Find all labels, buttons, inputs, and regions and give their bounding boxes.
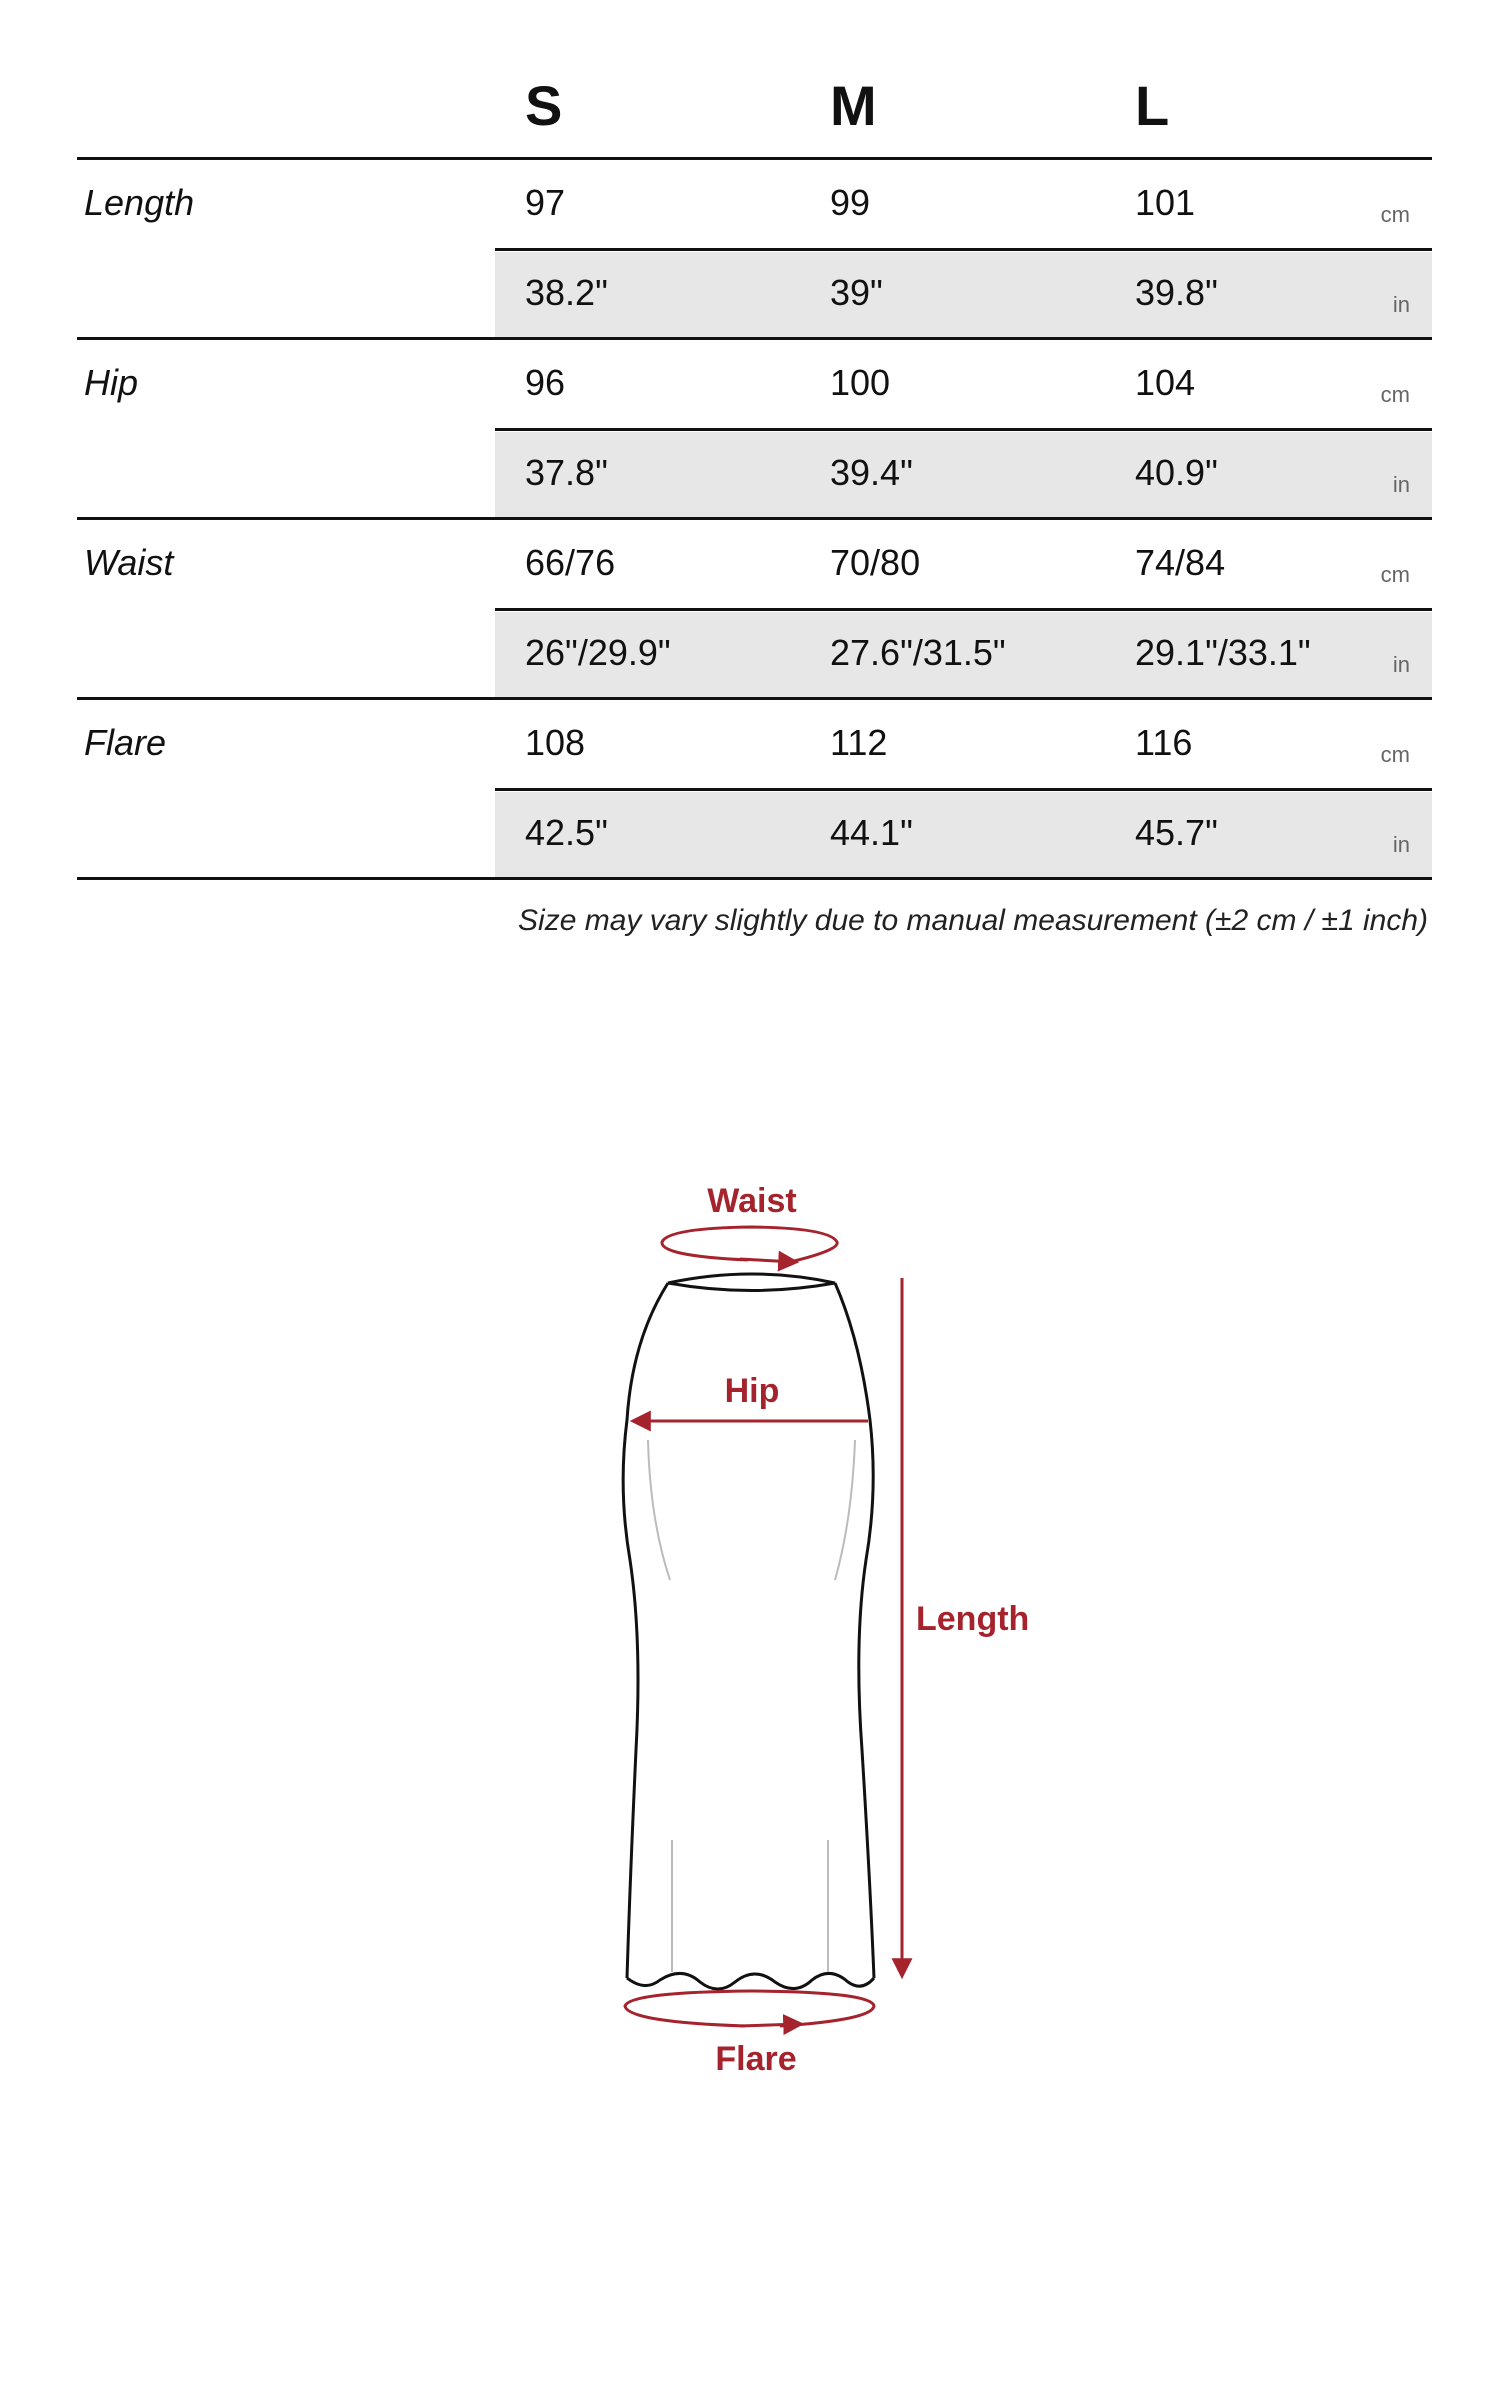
cell-hip-s-cm: 96 — [525, 362, 566, 403]
size-header-l: L — [1135, 74, 1170, 137]
cell-waist-l-in: 29.1"/33.1" — [1135, 632, 1311, 673]
waist-label: Waist — [707, 1182, 797, 1220]
length-label: Length — [916, 1600, 1030, 1638]
inch-row-shade — [495, 252, 1432, 339]
cell-hip-l-cm: 104 — [1135, 362, 1196, 403]
cell-flare-m-cm: 112 — [830, 722, 888, 763]
divider — [77, 337, 1432, 340]
cell-waist-s-in: 26"/29.9" — [525, 632, 671, 673]
flare-label: Flare — [715, 2040, 797, 2078]
divider — [495, 428, 1432, 431]
row-label-hip: Hip — [84, 362, 139, 403]
cell-flare-s-cm: 108 — [525, 722, 586, 763]
divider — [495, 608, 1432, 611]
cell-hip-s-in: 37.8" — [525, 452, 608, 493]
divider — [77, 517, 1432, 520]
cell-waist-m-cm: 70/80 — [830, 542, 921, 583]
cell-length-m-in: 39" — [830, 272, 883, 313]
divider — [495, 248, 1432, 251]
cell-length-s-cm: 97 — [525, 182, 566, 223]
cell-flare-s-in: 42.5" — [525, 812, 608, 853]
measurement-note: Size may vary slightly due to manual measurement (±2 cm / ±1 inch) — [518, 904, 1428, 937]
cell-hip-l-in: 40.9" — [1135, 452, 1218, 493]
cell-waist-m-in: 27.6"/31.5" — [830, 632, 1006, 673]
cell-waist-l-cm: 74/84 — [1135, 542, 1226, 583]
cell-waist-s-cm: 66/76 — [525, 542, 616, 583]
size-chart-table — [0, 0, 1500, 960]
row-label-waist: Waist — [84, 542, 174, 583]
unit-in: in — [1392, 652, 1410, 677]
skirt-measurement-diagram — [0, 1150, 1500, 2100]
cell-flare-l-in: 45.7" — [1135, 812, 1218, 853]
size-header-s: S — [525, 74, 563, 137]
unit-cm: cm — [1380, 382, 1410, 407]
cell-hip-m-cm: 100 — [830, 362, 891, 403]
unit-in: in — [1392, 472, 1410, 497]
waist-arrow — [662, 1227, 837, 1262]
divider — [77, 697, 1432, 700]
cell-hip-m-in: 39.4" — [830, 452, 913, 493]
divider — [77, 877, 1432, 880]
divider — [495, 788, 1432, 791]
row-label-flare: Flare — [84, 722, 167, 763]
row-label-length: Length — [84, 182, 195, 223]
unit-cm: cm — [1380, 202, 1410, 227]
cell-length-m-cm: 99 — [830, 182, 871, 223]
cell-length-l-in: 39.8" — [1135, 272, 1218, 313]
cell-length-s-in: 38.2" — [525, 272, 608, 313]
skirt-fold-lines — [648, 1440, 855, 1972]
flare-arrow — [625, 1991, 874, 2026]
cell-flare-l-cm: 116 — [1135, 722, 1193, 763]
unit-in: in — [1392, 832, 1410, 857]
cell-flare-m-in: 44.1" — [830, 812, 913, 853]
size-header-m: M — [830, 74, 877, 137]
unit-in: in — [1392, 292, 1410, 317]
unit-cm: cm — [1380, 562, 1410, 587]
inch-row-shade — [495, 432, 1432, 519]
cell-length-l-cm: 101 — [1135, 182, 1196, 223]
divider — [77, 157, 1432, 160]
hip-label: Hip — [724, 1372, 780, 1410]
inch-row-shade — [495, 792, 1432, 879]
unit-cm: cm — [1380, 742, 1410, 767]
